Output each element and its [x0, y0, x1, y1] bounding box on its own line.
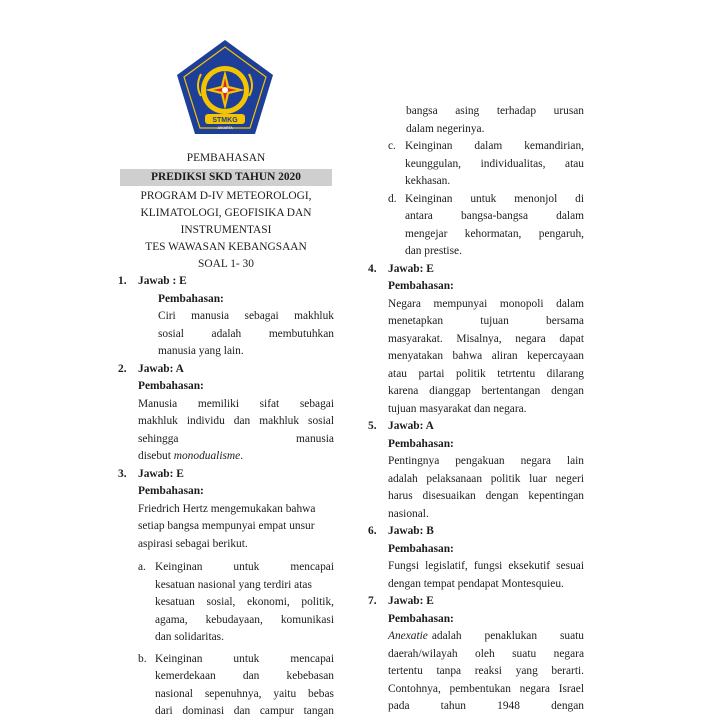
list-item-line: Keinginan untuk mencapai	[155, 561, 334, 573]
right-column	[368, 103, 584, 716]
explanation-line: harus disesuaikan dengan kepentingan	[388, 490, 584, 502]
explanation-line: sehingga manusia	[138, 432, 334, 445]
question-2-answer: 2. Jawab: A	[118, 362, 184, 375]
list-item-line: antara bangsa-bangsa dalam	[405, 210, 584, 222]
explanation-line: Anexatie adalah penaklukan suatu	[388, 630, 584, 642]
explanation-line: daerah/wilayah oleh suatu negara	[388, 647, 584, 660]
header-test-name: TES WAWASAN KEBANGSAAN	[145, 241, 307, 253]
list-item-line: Keinginan untuk mencapai	[155, 652, 334, 665]
list-item-line: nasional sepenuhnya, yaitu bebas	[155, 687, 334, 700]
explanation-line: masyarakat. Misalnya, negara dapat	[388, 332, 584, 345]
question-4-answer: 4. Jawab: E	[368, 262, 434, 275]
svg-text:STMKG: STMKG	[212, 117, 238, 124]
question-5-answer: 5. Jawab: A	[368, 420, 434, 432]
stmkg-logo	[175, 38, 275, 138]
question-3-label: Pembahasan:	[138, 485, 204, 497]
question-7-answer: 7. Jawab: E	[368, 595, 434, 607]
question-5-label: Pembahasan:	[388, 437, 454, 450]
explanation-line: atau partai politik tetrtentu dilarang	[388, 367, 584, 380]
header-program-line: KLIMATOLOGI, GEOFISIKA DAN	[140, 207, 312, 219]
question-2-label: Pembahasan:	[138, 380, 204, 392]
stmkg-emblem-icon	[175, 38, 275, 138]
header-title: PEMBAHASAN	[186, 152, 266, 164]
list-item-line: dari dominasi dan campur tangan	[155, 705, 334, 717]
explanation-line: aspirasi sebagai berikut.	[138, 537, 248, 550]
explanation-line: Fungsi legislatif, fungsi eksekutif sesuai	[388, 560, 584, 572]
list-item: a. Keinginan untuk mencapai kesatuan nasional yang terdiri atas kesatuan sosial, ekonomi, politik, agama, kebudayaan, komunikasi dan solidaritas.	[138, 559, 334, 647]
question-6-answer: 6. Jawab: B	[368, 525, 434, 537]
explanation-line: makhluk individu dan makhluk sosial	[138, 415, 334, 427]
list-item-line: dalam negerinya.	[406, 122, 485, 135]
explanation-line: disebut monodualisme.	[138, 450, 244, 462]
list-item-line: kesatuan sosial, ekonomi, politik,	[155, 596, 334, 608]
header-program-line: PROGRAM D-IV METEOROLOGI,	[140, 190, 312, 202]
explanation-line: menyatakan bahwa aliran kepercayaan	[388, 350, 584, 362]
explanation-line: nasional.	[388, 507, 429, 520]
question-4-label: Pembahasan:	[388, 280, 454, 292]
list-item-line: kemerdekaan dan kebebasan	[155, 670, 334, 682]
explanation-line: manusia yang lain.	[158, 345, 244, 357]
question-7-label: Pembahasan:	[388, 612, 454, 625]
explanation-line: tertentu tanpa reaksi yang berarti.	[388, 665, 584, 677]
header-program-line: INSTRUMENTASI	[180, 224, 272, 236]
list-item-line: bangsa asing terhadap urusan	[406, 105, 584, 117]
list-item-line: Keinginan dalam kemandirian,	[405, 140, 584, 152]
explanation-line: setiap bangsa mempunyai empat unsur	[138, 520, 315, 532]
explanation-line: menetapkan tujuan bersama	[388, 315, 584, 327]
list-item-line: Keinginan untuk menonjol di	[405, 192, 584, 205]
explanation-line: Negara mempunyai monopoli dalam	[388, 297, 584, 310]
explanation-line: Contohnya, pembentukan negara Israel	[388, 682, 584, 695]
question-1-answer: 1. Jawab : E	[118, 275, 187, 287]
list-item: c. Keinginan dalam kemandirian, keunggulan, individualitas, atau kekhasan.	[388, 138, 584, 191]
list-item-line: dan prestise.	[405, 245, 462, 257]
document-header	[120, 150, 332, 273]
explanation-line: dengan tempat pendapat Montesquieu.	[388, 577, 564, 590]
list-item-line: keunggulan, individualitas, atau	[405, 157, 584, 170]
explanation-line: karena dianggap bertentangan dengan	[388, 385, 584, 397]
list-item-line: agama, kebudayaan, komunikasi	[155, 613, 334, 626]
explanation-line: Ciri manusia sebagai makhluk	[158, 310, 334, 322]
list-item-line: kekhasan.	[405, 175, 451, 187]
list-item: b. Keinginan untuk mencapai kemerdekaan dan kebebasan nasional sepenuhnya, yaitu bebas dari dominasi dan campur tangan	[138, 651, 334, 721]
list-item: d. Keinginan untuk menonjol di antara bangsa-bangsa dalam mengejar kehormatan, pengaruh, dan prestise.	[388, 191, 584, 261]
explanation-line: tujuan masyarakat dan negara.	[388, 402, 527, 415]
explanation-line: Manusia memiliki sifat sebagai	[138, 397, 334, 410]
svg-text:JAKARTA: JAKARTA	[217, 126, 233, 130]
list-item-line: dan solidaritas.	[155, 631, 224, 643]
list-item-continuation	[406, 103, 584, 138]
list-item-line: mengejar kehormatan, pengaruh,	[405, 227, 584, 240]
header-question-range: SOAL 1- 30	[198, 258, 254, 270]
list-item-line: kesatuan nasional yang terdiri atas	[155, 578, 312, 591]
explanation-line: adalah pelaksanaan politik luar negeri	[388, 472, 584, 485]
question-3-answer: 3. Jawab: E	[118, 467, 184, 480]
explanation-line: Pentingnya pengakuan negara lain	[388, 455, 584, 467]
left-column	[118, 273, 334, 721]
explanation-line: pada tahun 1948 dengan	[388, 700, 584, 712]
question-6-label: Pembahasan:	[388, 542, 454, 555]
header-subtitle-band: PREDIKSI SKD TAHUN 2020	[120, 169, 332, 186]
explanation-line: sosial adalah membutuhkan	[158, 327, 334, 340]
explanation-line: Friedrich Hertz mengemukakan bahwa	[138, 502, 316, 515]
question-1-label: Pembahasan:	[158, 292, 224, 305]
